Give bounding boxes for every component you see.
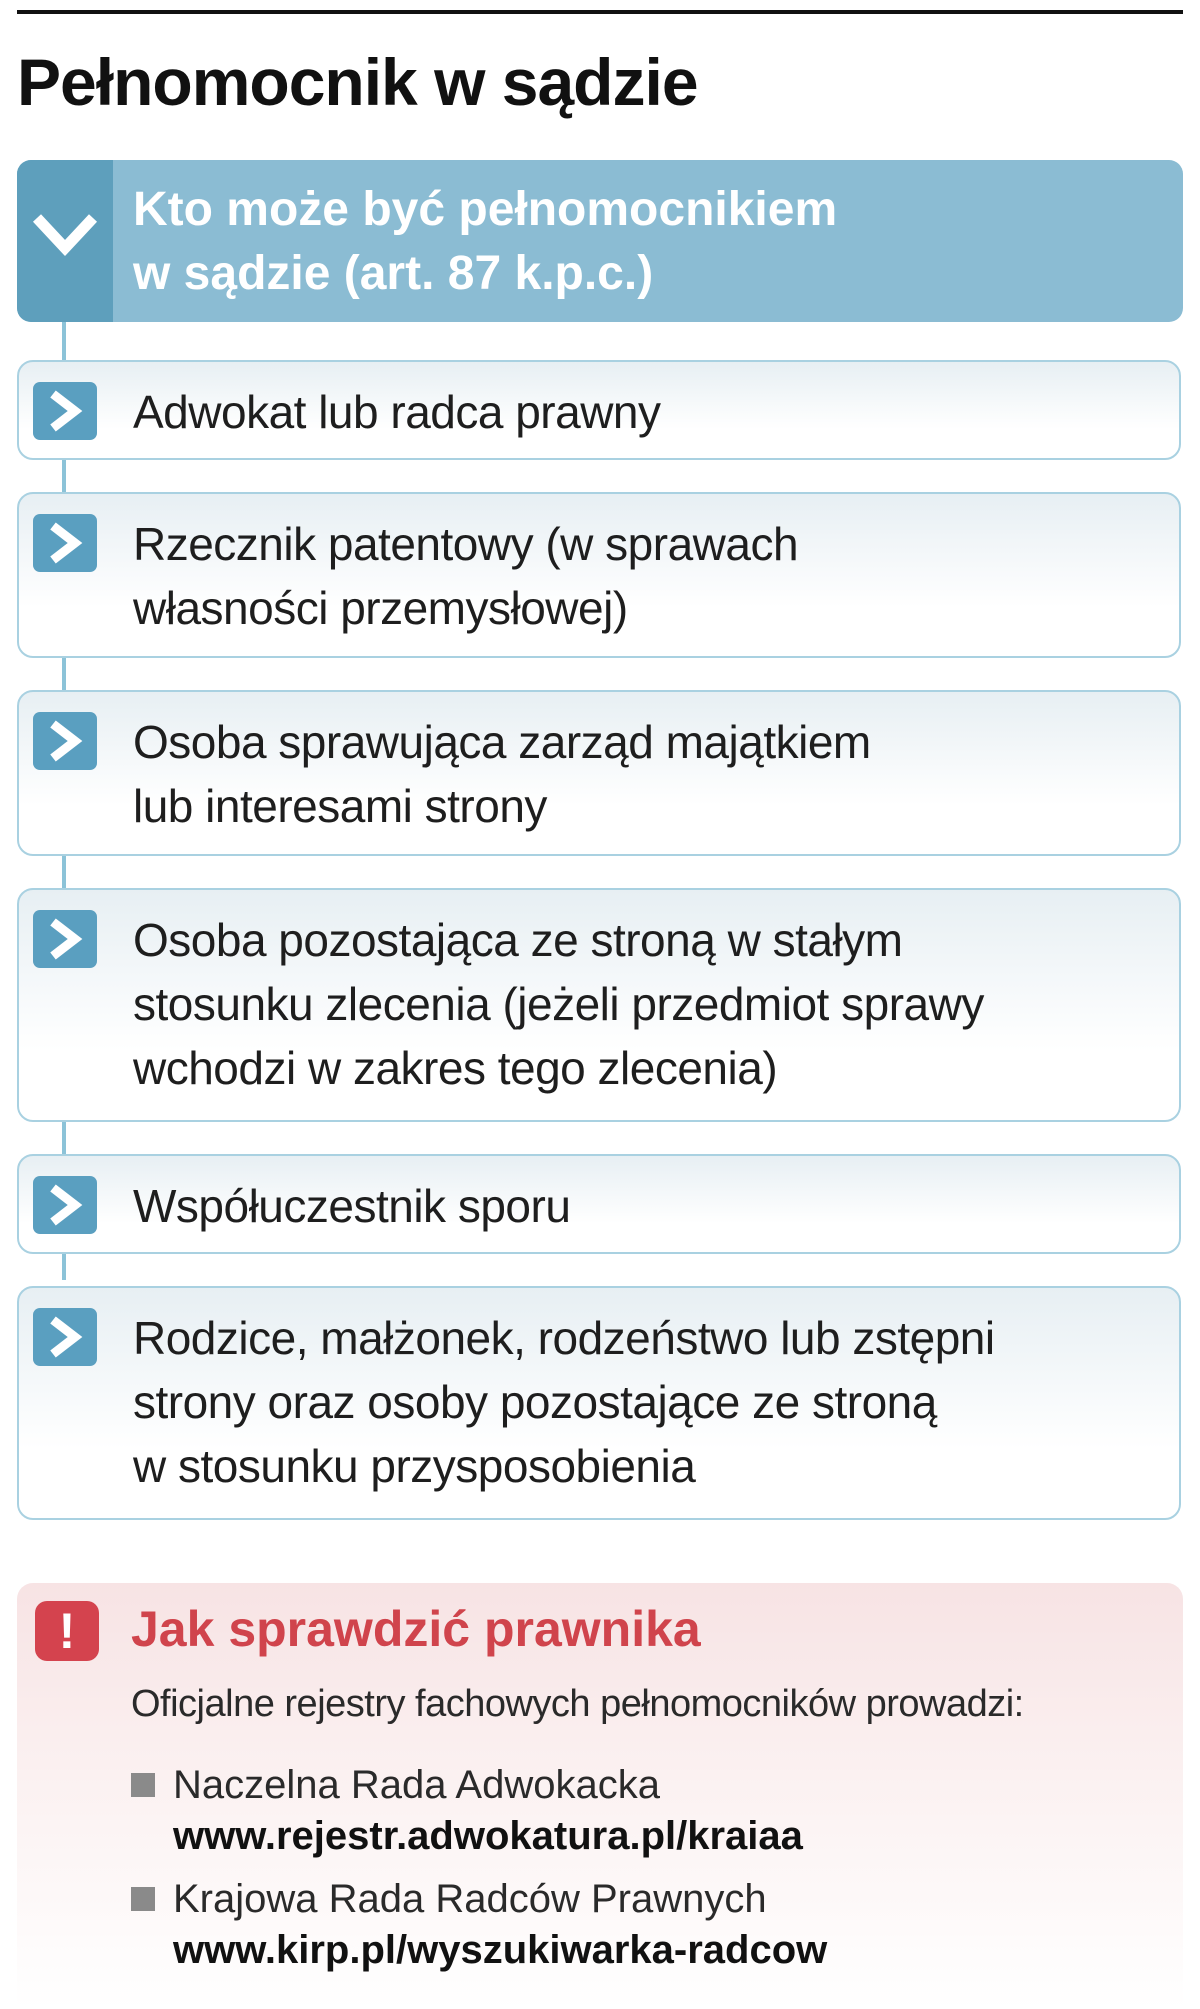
page-title: Pełnomocnik w sądzie bbox=[17, 45, 698, 119]
list-item-text: Adwokat lub radca prawny bbox=[133, 386, 661, 438]
list-item-text: Współuczestnik sporu bbox=[133, 1180, 571, 1232]
warning-box bbox=[17, 1583, 1183, 2009]
list-item bbox=[17, 492, 1181, 658]
list-item-text: Osoba sprawująca zarząd majątkiem lub interesami strony bbox=[133, 716, 871, 832]
square-bullet-icon bbox=[131, 1773, 155, 1797]
chevron-right-icon bbox=[33, 910, 97, 968]
header-box bbox=[17, 160, 1183, 322]
square-bullet-icon bbox=[131, 1887, 155, 1911]
chevron-right-icon bbox=[33, 1176, 97, 1234]
header-tab bbox=[17, 160, 113, 322]
registry-url[interactable]: www.kirp.pl/wyszukiwarka-radcow bbox=[173, 1928, 828, 1972]
chevron-right-icon bbox=[33, 514, 97, 572]
list-item bbox=[17, 888, 1181, 1122]
chevron-right-icon bbox=[33, 712, 97, 770]
list-item-text: Rzecznik patentowy (w sprawach własności przemysłowej) bbox=[133, 518, 799, 634]
list-item bbox=[17, 360, 1181, 460]
top-rule bbox=[17, 10, 1183, 14]
registry-name: Naczelna Rada Adwokacka bbox=[173, 1763, 660, 1807]
header-title: Kto może być pełnomocnikiem w sądzie (art. 87 k.p.c.) bbox=[133, 183, 838, 300]
chevron-right-icon bbox=[33, 1308, 97, 1366]
list-item-text: Rodzice, małżonek, rodzeństwo lub zstępni strony oraz osoby pozostające ze stroną w stosunku przysposobienia bbox=[133, 1312, 995, 1492]
warning-title: Jak sprawdzić prawnika bbox=[131, 1601, 701, 1657]
exclamation-icon: ! bbox=[35, 1601, 99, 1661]
registry-url[interactable]: www.rejestr.adwokatura.pl/kraiaa bbox=[173, 1814, 803, 1858]
list-item bbox=[17, 1286, 1181, 1520]
list-item-text: Osoba pozostająca ze stroną w stałym stosunku zlecenia (jeżeli przedmiot sprawy wchodzi w zakres tego zlecenia) bbox=[133, 914, 984, 1094]
chevron-down-icon bbox=[31, 212, 99, 258]
list-item bbox=[17, 1154, 1181, 1254]
list-item bbox=[17, 690, 1181, 856]
registry-name: Krajowa Rada Radców Prawnych bbox=[173, 1877, 767, 1921]
chevron-right-icon bbox=[33, 382, 97, 440]
warning-intro: Oficjalne rejestry fachowych pełnomocników prowadzi: bbox=[131, 1683, 1024, 1725]
